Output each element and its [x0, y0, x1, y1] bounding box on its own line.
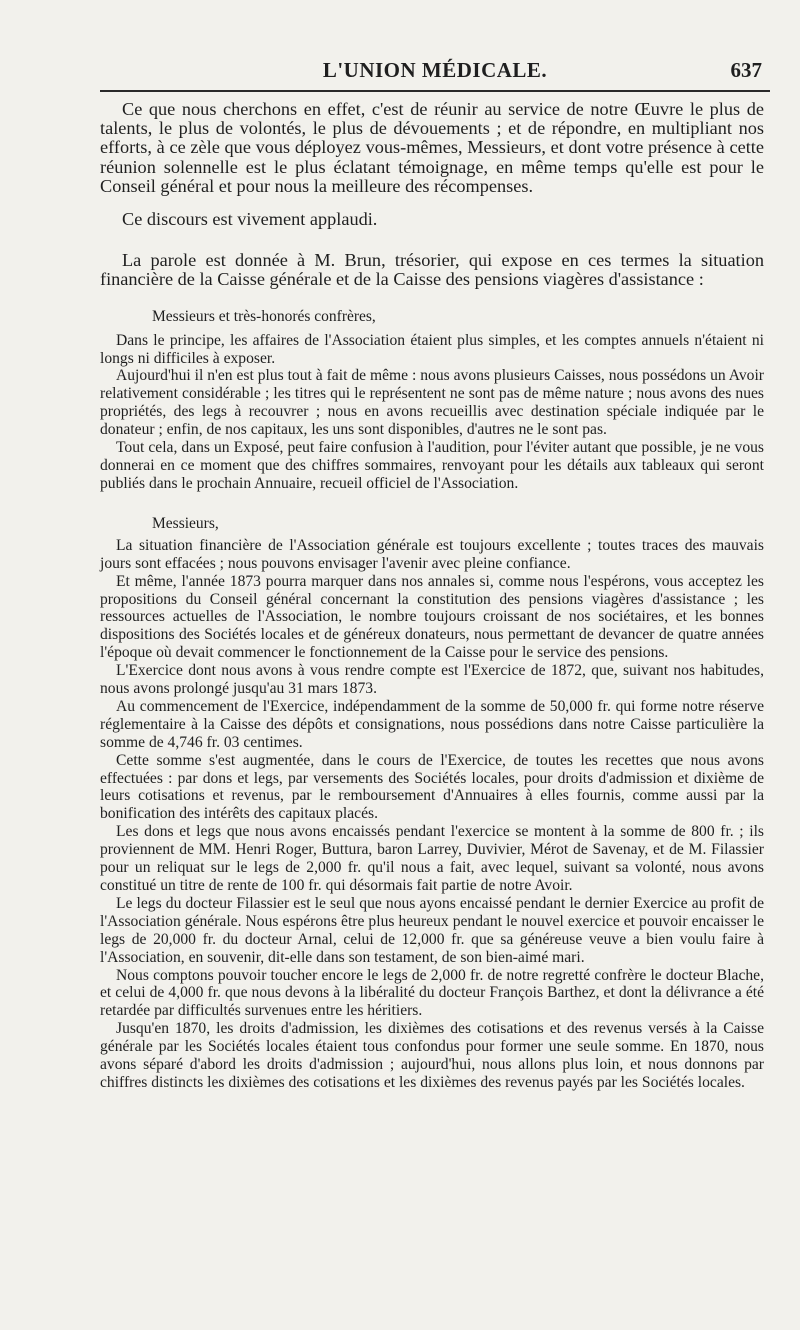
- treasurer-introduction: La parole est donnée à M. Brun, trésorier, qui expose en ces termes la situation financière de la Caisse générale et de la Caisse des pensions viagères d'assistance :: [100, 250, 764, 290]
- header-rule: [100, 90, 770, 92]
- report-paragraph: Le legs du docteur Filassier est le seul que nous ayons encaissé pendant le dernier Exercice au profit de l'Association générale. Nous espérons être plus heureux pendant le nouvel exercice et pouvoir encaisser le legs de 20,000 fr. du docteur Arnal, celui de 12,000 fr. que sa généreuse veuve a bien voulu faire à l'Association, en souvenir, dit-elle dans son testament, de son bien-aimé mari.: [100, 894, 764, 966]
- report-paragraph: Et même, l'année 1873 pourra marquer dans nos annales si, comme nous l'espérons, vous acceptez les propositions du Conseil général concernant la constitution des pensions viagères d'assistance ; les ressources actuelles de l'Association, le nombre toujours croissant de nos sociétaires, et les bonnes dispositions des Sociétés locales et de généreux donateurs, nous permettant de devancer de quatre années l'époque où devait commencer le fonctionnement de la Caisse pour le service des pensions.: [100, 572, 764, 662]
- report-paragraph: Jusqu'en 1870, les droits d'admission, les dixièmes des cotisations et des revenus versés à la Caisse générale par les Sociétés locales étaient tous confondus pour former une seule somme. En 1870, nous avons séparé d'abord les droits d'admission ; aujourd'hui, nous allons plus loin, et nous donnons par chiffres distincts les dixièmes des cotisations et les dixièmes des revenus payés par les Sociétés locales.: [100, 1020, 764, 1091]
- salutation: Messieurs et très-honorés confrères,: [152, 307, 376, 325]
- applause-line: Ce discours est vivement applaudi.: [122, 209, 378, 230]
- report-paragraph: Dans le principe, les affaires de l'Association étaient plus simples, et les comptes annuels n'étaient ni longs ni difficiles à exposer.: [100, 331, 764, 367]
- report-paragraph: Au commencement de l'Exercice, indépendamment de la somme de 50,000 fr. qui forme notre réserve réglementaire à la Caisse des dépôts et consignations, nous possédions dans notre Caisse particulière la somme de 4,746 fr. 03 centimes.: [100, 697, 764, 751]
- report-paragraph: La situation financière de l'Association générale est toujours excellente ; toutes traces des mauvais jours sont effacées ; nous pouvons envisager l'avenir avec pleine confiance.: [100, 536, 764, 572]
- report-paragraph: Nous comptons pouvoir toucher encore le legs de 2,000 fr. de notre regretté confrère le docteur Blache, et celui de 4,000 fr. que nous devons à la libéralité du docteur François Barthez, et dont la délivrance a été retardée par difficultés survenues entre les héritiers.: [100, 966, 764, 1020]
- page-header: [100, 56, 770, 86]
- page-number: 637: [730, 58, 762, 82]
- salutation: Messieurs,: [152, 514, 219, 532]
- closing-paragraph: Ce que nous cherchons en effet, c'est de réunir au service de notre Œuvre le plus de talents, le plus de volontés, le plus de dévouements ; et de répondre, en multipliant nos efforts, à ce zèle que vous déployez vous-mêmes, Messieurs, et dont votre présence à cette réunion solennelle est le plus éclatant témoignage, en même temps qu'elle est pour le Conseil général et pour nous la meilleure des récompenses.: [100, 99, 764, 196]
- report-paragraph: Aujourd'hui il n'en est plus tout à fait de même : nous avons plusieurs Caisses, nous possédons un Avoir relativement considérable ; les titres qui le représentent ne sont pas de même nature ; nous avons des nues propriétés, des legs à recouvrer ; nous en avons recueillis avec destination spéciale indiquée par le donateur ; enfin, de nos capitaux, les uns sont disponibles, d'autres ne le sont pas.: [100, 367, 764, 439]
- article-body: [100, 100, 764, 1092]
- running-title: L'UNION MÉDICALE.: [322, 58, 548, 82]
- report-paragraph: Cette somme s'est augmentée, dans le cours de l'Exercice, de toutes les recettes que nous avons effectuées : par dons et legs, par versements des Sociétés locales, pour droits d'admission et dixième de leurs cotisations et revenus, par le remboursement d'Annuaires à elles fournis, comme aussi par la bonification des intérêts des capitaux placés.: [100, 751, 764, 823]
- report-paragraph: Les dons et legs que nous avons encaissés pendant l'exercice se montent à la somme de 800 fr. ; ils proviennent de MM. Henri Roger, Buttura, baron Larrey, Duvivier, Mérot de Savenay, et de M. Filassier pour un reliquat sur le legs de 2,000 fr. qu'il nous a fait, avec lequel, suivant sa volonté, nous avons constitué un titre de rente de 100 fr. qui désormais fait partie de notre Avoir.: [100, 823, 764, 894]
- report-section-a: [100, 332, 764, 493]
- report-paragraph: Tout cela, dans un Exposé, peut faire confusion à l'audition, pour l'éviter autant que possible, je ne vous donnerai en ce moment que des chiffres sommaires, renvoyant pour les détails aux tableaux qui seront publiés dans le prochain Annuaire, recueil officiel de l'Association.: [100, 439, 764, 492]
- report-paragraph: L'Exercice dont nous avons à vous rendre compte est l'Exercice de 1872, que, suivant nos habitudes, nous avons prolongé jusqu'au 31 mars 1873.: [100, 662, 764, 698]
- report-section-b: [100, 537, 764, 1092]
